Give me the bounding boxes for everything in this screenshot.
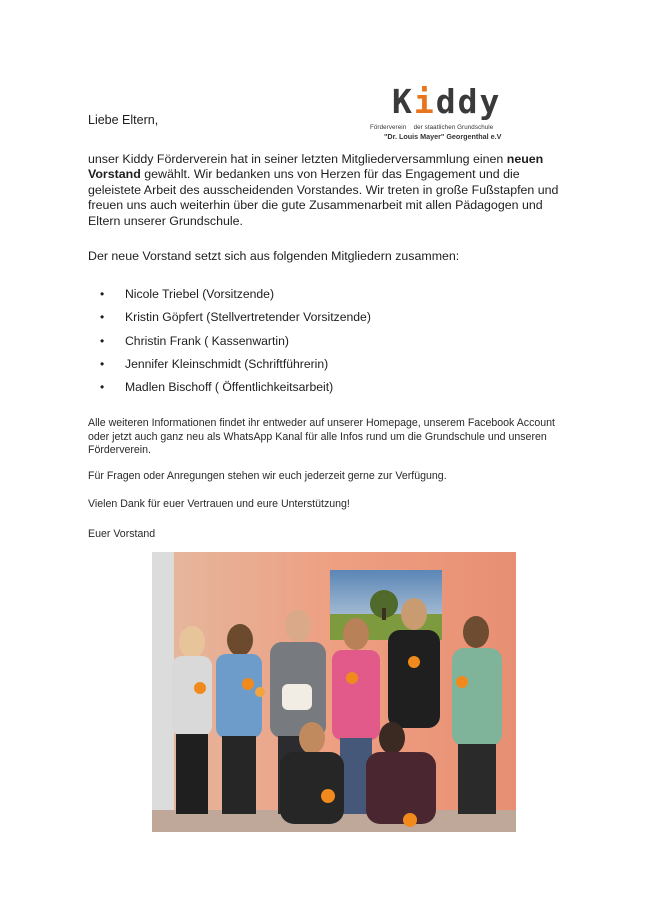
group-photo [152,552,516,832]
logo-letter-i: i [413,82,436,121]
board-intro: Der neue Vorstand setzt sich aus folgenden Mitgliedern zusammen: [88,249,460,263]
list-item: • Kristin Göpfert (Stellvertretender Vorsitzende) [100,310,371,325]
logo-letter-k: K [392,82,414,121]
list-item: • Jennifer Kleinschmidt (Schriftführerin) [100,356,329,371]
thanks-paragraph: Vielen Dank für euer Vertrauen und eure Unterstützung! [88,498,350,510]
list-item: • Christin Frank ( Kassenwartin) [100,333,289,348]
greeting: Liebe Eltern, [88,113,159,127]
kiddy-logo [368,82,538,146]
members-list [96,287,371,403]
bullet: • [100,333,105,348]
logo-subtitle-line2: "Dr. Louis Mayer" Georgenthal e.V [384,132,502,141]
questions-paragraph: Für Fragen oder Anregungen stehen wir euch jederzeit gerne zur Verfügung. [88,470,447,482]
signature: Euer Vorstand [88,528,156,540]
logo-letters-ddy: ddy [435,82,502,121]
intro-paragraph: unser Kiddy Förderverein hat in seiner letzten Mitgliederversammlung einen neuen Vorstand gewählt. Wir bedanken uns von Herzen für das Engagement und die geleistete Arbeit des ausscheidenden Vorstandes. Wir treten in große Fußstapfen und freuen uns auch weiterhin über die gute Zusammenarbeit mit allen Pädagogen und Eltern unserer Grundschule. [88,152,559,228]
bullet: • [100,287,105,301]
bullet: • [100,310,105,325]
bullet: • [100,380,105,395]
intro-bold-text: neuen Vorstand [88,152,544,182]
logo-subtitle-line1: Förderverein der staatlichen Grundschule [370,124,494,131]
list-item: • Madlen Bischoff ( Öffentlichkeitsarbeit) [100,380,334,395]
info-paragraph: Alle weiteren Informationen findet ihr entweder auf unserer Homepage, unserem Facebook Account oder jetzt auch ganz neu als WhatsApp Kanal für alle Infos rund um die Grundschule und unseren Förderverein. [88,417,555,457]
logo-wordmark [392,82,532,122]
bullet: • [100,356,105,371]
list-item: • Nicole Triebel (Vorsitzende) [100,287,275,301]
